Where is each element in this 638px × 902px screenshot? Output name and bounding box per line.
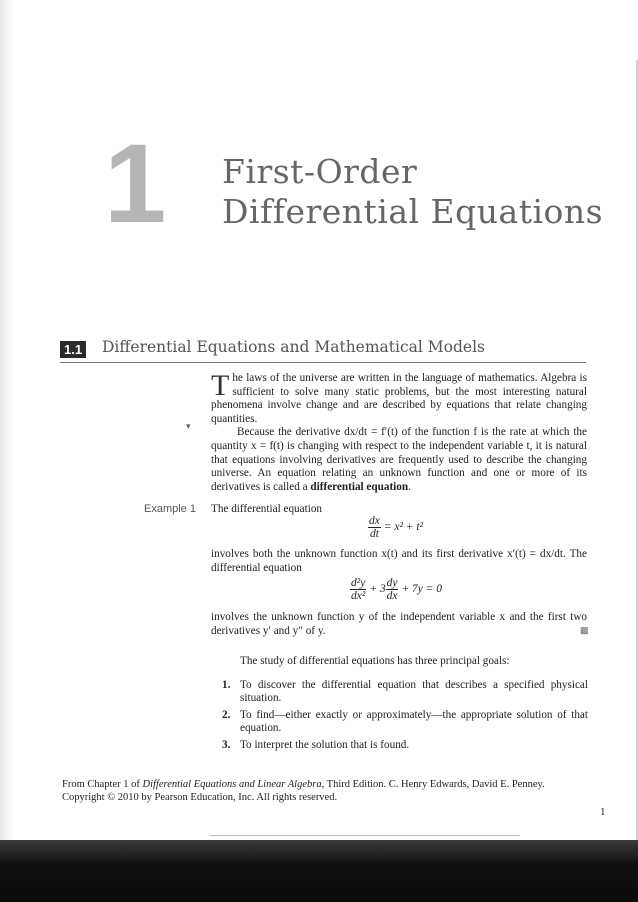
section-number: 1.1: [60, 341, 86, 358]
goal-item: 2. To find—either exactly or approximately—the appropriate solution of that equation.: [222, 708, 588, 735]
intro-text: [211, 369, 587, 494]
book-title: Differential Equations and Linear Algebra: [142, 779, 322, 790]
copyright-line: Copyright © 2010 by Pearson Education, Inc. All rights reserved.: [62, 792, 338, 803]
scan-artifact-line: [210, 835, 520, 836]
goal-item: 3. To interpret the solution that is found.: [222, 738, 410, 751]
chapter-title-line1: First-Order: [222, 152, 418, 191]
eq1-fraction: $\frac{dx}{dt}$: [369, 515, 380, 540]
chapter-number: 1: [104, 121, 167, 246]
goal-item: 1. To discover the differential equation that describes a specified physical situation.: [222, 678, 588, 705]
example-lead: The differential equation: [211, 503, 323, 515]
end-of-example-mark: ▩: [580, 625, 589, 635]
intro-paragraph-1: The laws of the universe are written in the language of mathematics. Algebra is sufficient to solve many static problems, but the most interesting natural phenomena involve change and are described by equations that relate changing quantities.: [211, 369, 587, 425]
chapter-title: [222, 152, 603, 232]
source-note-line1: From Chapter 1 of Differential Equations and Linear Algebra, Third Edition. C. Henry Edwards, David E. Penney.: [62, 779, 545, 790]
term-differential-equation: differential equation: [310, 480, 409, 493]
goals-intro: The study of differential equations has three principal goals:: [240, 655, 510, 667]
equation-1: $\frac{dx}{dt}$ = x² + t²: [369, 515, 424, 540]
example-label: Example 1: [144, 503, 196, 515]
source-note: [62, 778, 562, 804]
margin-mark: ▾: [186, 421, 191, 431]
example-text-1: involves both the unknown function x(t) and its first derivative x′(t) = dx/dt. The differential equation: [211, 548, 587, 574]
scan-shadow-bottom: [0, 840, 638, 902]
equation-2: $\frac{\text{d²y}}{\text{dx²}}$ + 3 $\frac{dy}{dx}$ + 7y = 0: [351, 577, 443, 602]
section-title: Differential Equations and Mathematical Models: [102, 338, 485, 356]
section-heading: [60, 340, 586, 363]
page-number: 1: [600, 806, 606, 818]
eq2-fraction-2: $\frac{dy}{dx}$: [386, 577, 398, 602]
example-text-2: involves the unknown function y of the independent variable x and the first two derivatives y′ and y″ of y.: [211, 611, 587, 637]
eq2-fraction-1: $\frac{\text{d²y}}{\text{dx²}}$: [351, 577, 366, 602]
scan-edge-left: [0, 0, 14, 902]
chapter-title-line2: Differential Equations: [222, 192, 604, 231]
drop-cap: T: [211, 369, 230, 402]
intro-paragraph-2: Because the derivative dx/dt = f′(t) of the function f is the rate at which the quantity x = f(t) is changing with respect to the independent variable t, it is natural that equations involving derivatives are frequently used to describe the changing universe. An equation relating an unknown function and one or more of its derivatives is called a differential equation.: [211, 426, 587, 493]
goals-block: [222, 655, 588, 756]
